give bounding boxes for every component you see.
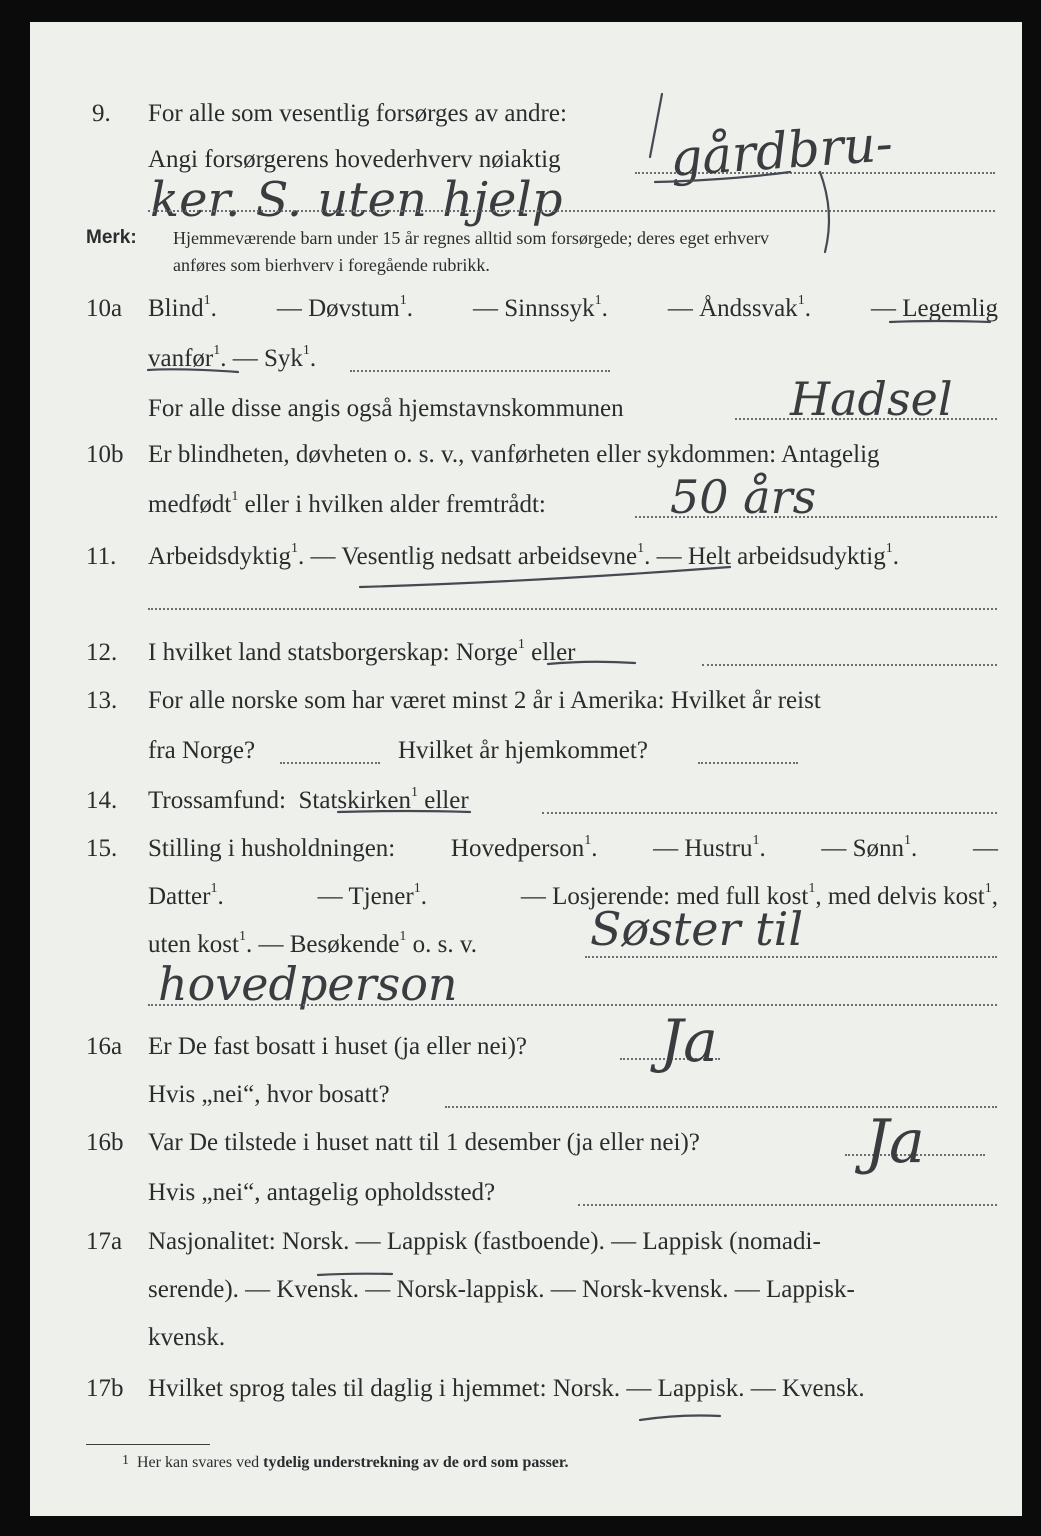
q17a-line3: kvensk. <box>148 1324 226 1351</box>
q15-handwritten-answer1: Søster til <box>590 902 804 956</box>
q13-number: 13. <box>86 687 118 714</box>
q17a-label: Nasjonalitet: <box>148 1228 276 1255</box>
q13-reist-field[interactable] <box>280 762 380 764</box>
q10b-line2 <box>148 490 546 520</box>
q16b-number: 16b <box>86 1129 124 1156</box>
q9-handwritten-answer2: ker. S. uten hjelp <box>150 172 563 228</box>
q9-number: 9. <box>92 100 111 127</box>
q16a-handwritten-answer: Ja <box>660 1007 718 1075</box>
q15-option-tjener: — Tjener$^1$. <box>317 881 427 910</box>
q12-number: 12. <box>86 639 118 666</box>
q12-line <box>148 638 576 668</box>
footnote-rule <box>86 1444 210 1445</box>
q15-option-hovedperson: Hovedperson$^1$. <box>450 833 598 862</box>
q12-other-field[interactable] <box>702 664 997 666</box>
q15-line1: Stilling i husholdningen: Hovedperson$^1$. — Hustru$^1$. — Sønn$^1$. — <box>148 833 998 862</box>
q10a-option-sinnssyk: — Sinnssyk$^1$. <box>473 293 608 322</box>
census-form-page <box>30 22 1022 1516</box>
q15-option-uten-kost: uten kost$^1$. <box>148 929 253 958</box>
q16b-line2: Hvis „nei“, antagelig opholdssted? <box>148 1179 496 1206</box>
q10b-option-medfodt: medfødt$^1$ <box>148 489 239 518</box>
merk-label: Merk: <box>86 227 137 248</box>
q10a-option-legemlig: — Legemlig <box>870 295 998 322</box>
q15-number: 15. <box>86 835 118 862</box>
q11-line <box>148 542 899 572</box>
q10a-line3: For alle disse angis også hjemstavnskommunen <box>148 395 624 422</box>
q12-eller: eller <box>531 639 576 666</box>
q15-line2 <box>148 882 998 912</box>
q13-hjemkommet-field[interactable] <box>698 762 798 764</box>
q9-line1: For alle som vesentlig forsørges av andre: <box>148 100 567 127</box>
q16b-handwritten-answer: Ja <box>865 1107 925 1177</box>
q14-eller: eller <box>424 787 469 814</box>
q15-label: Stilling i husholdningen: <box>148 835 396 862</box>
q11-extra-field[interactable] <box>148 608 997 610</box>
q9-handwritten-answer1: gårdbru- <box>668 114 895 188</box>
q14-other-field[interactable] <box>542 812 997 814</box>
q17b-label: Hvilket sprog tales til daglig i hjemmet: <box>148 1375 547 1402</box>
q11-option-arbeidsdyktig: Arbeidsdyktig$^1$. <box>148 541 305 570</box>
q15-answer-field-line1[interactable] <box>585 956 997 958</box>
q16b-opholdssted-field[interactable] <box>578 1204 997 1206</box>
q11-number: 11. <box>86 543 117 570</box>
q14-line <box>148 786 469 816</box>
q17b-line: Hvilket sprog tales til daglig i hjemmet: Norsk. — Lappisk. — Kvensk. <box>148 1375 865 1402</box>
q10b-line1: Er blindheten, døvheten o. s. v., vanførheten eller sykdommen: Antagelig <box>148 441 880 468</box>
q15-option-besokende: — Besøkende$^1$ <box>258 929 407 958</box>
q16b-line1: Var De tilstede i huset natt til 1 desember (ja eller nei)? <box>148 1129 700 1156</box>
q15-answer-field-line2[interactable] <box>148 1004 997 1006</box>
q9-answer-field-line2[interactable] <box>148 210 995 212</box>
q10a-number: 10a <box>86 295 123 322</box>
q16a-line2: Hvis „nei“, hvor bosatt? <box>148 1081 390 1108</box>
q10a-option-vanfor: vanfør$^1$. <box>148 343 227 372</box>
q13-reist-label: fra Norge? <box>148 737 256 764</box>
q11-option-udyktig: — Helt arbeidsudyktig$^1$. <box>656 541 899 570</box>
q14-number: 14. <box>86 787 118 814</box>
q10a-line2 <box>148 344 316 374</box>
q10b-handwritten-answer: 50 års <box>670 470 817 524</box>
q17a-number: 17a <box>86 1228 123 1255</box>
q15-option-sonn: — Sønn$^1$. <box>821 833 918 862</box>
q14-label: Trossamfund: <box>148 787 286 814</box>
q16a-number: 16a <box>86 1033 123 1060</box>
q10a-line1 <box>148 294 998 324</box>
q13-hjemkommet-label: Hvilket år hjemkommet? <box>398 737 648 764</box>
q15-option-hustru: — Hustru$^1$. <box>653 833 766 862</box>
q11-option-nedsatt: — Vesentlig nedsatt arbeidsevne$^1$. <box>310 541 651 570</box>
q12-label: I hvilket land statsborgerskap: <box>148 639 450 666</box>
q17a-option-norsk: Norsk. <box>282 1228 350 1255</box>
q17a-line1: Nasjonalitet: Norsk. — Lappisk (fastboende). — Lappisk (nomadi- <box>148 1228 821 1255</box>
q15-option-datter: Datter$^1$. <box>148 881 224 910</box>
q10a-syk-field[interactable] <box>350 370 610 372</box>
q17a-line2: serende). — Kvensk. — Norsk-lappisk. — Norsk-kvensk. — Lappisk- <box>148 1276 855 1303</box>
q10a-handwritten-answer: Hadsel <box>790 372 953 426</box>
q10a-option-andssvak: — Åndssvak$^1$. <box>667 293 811 322</box>
q10a-option-syk: — Syk$^1$. <box>232 343 317 372</box>
q10a-option-blind: Blind$^1$. <box>148 293 217 322</box>
q16a-line1: Er De fast bosatt i huset (ja eller nei)? <box>148 1033 528 1060</box>
q17b-number: 17b <box>86 1375 124 1402</box>
q17b-option-norsk: Norsk. <box>552 1375 621 1402</box>
q15-handwritten-answer2: hovedperson <box>158 957 458 1011</box>
footnote: $^1$ Her kan svares ved tydelig understrekning av de ord som passer. <box>122 1453 569 1471</box>
q10b-alder-label: eller i hvilken alder fremtrådt: <box>244 491 546 518</box>
q12-option-norge: Norge$^1$ <box>455 637 525 666</box>
merk-line1: Hjemmeværende barn under 15 år regnes alltid som forsørgede; deres eget erhverv <box>173 228 769 248</box>
q9-line2: Angi forsørgerens hovederhverv nøiaktig <box>148 146 561 173</box>
merk-line2: anføres som bierhverv i foregående rubrikk. <box>173 255 490 275</box>
q10a-option-dovstum: — Døvstum$^1$. <box>276 293 414 322</box>
q13-line1: For alle norske som har været minst 2 år i Amerika: Hvilket år reist <box>148 687 821 714</box>
q15-option-losjerende: — Losjerende: med full kost$^1$, med delvis kost$^1$, <box>520 881 998 910</box>
q10b-number: 10b <box>86 441 124 468</box>
q15-line3: uten kost$^1$. — Besøkende$^1$ o. s. v. <box>148 929 478 958</box>
q14-option-statskirken: Statskirken$^1$ <box>298 785 418 814</box>
